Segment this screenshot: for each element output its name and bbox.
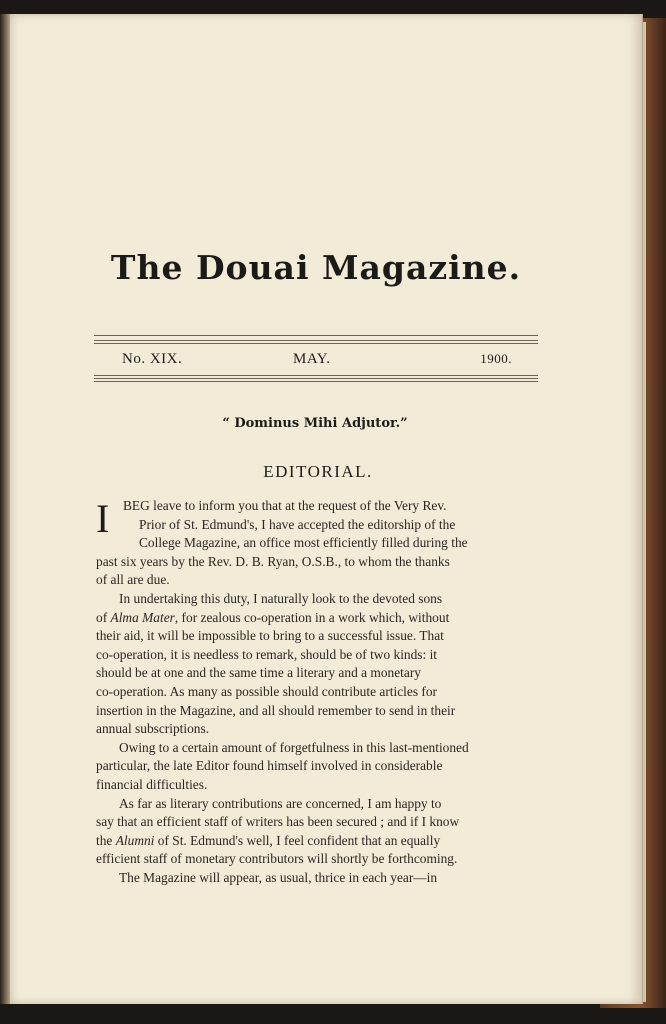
top-rule-inner: [94, 340, 538, 344]
text-line: the Alumni of St. Edmund's well, I feel confident that an equally: [96, 832, 441, 848]
text-line: As far as literary contributions are concerned, I am happy to: [119, 795, 442, 811]
text-line: financial difficulties.: [96, 776, 208, 792]
issue-year: 1900.: [480, 351, 512, 366]
text-line: Owing to a certain amount of forgetfulness in this last-mentioned: [119, 739, 469, 755]
editorial-body: [96, 497, 545, 887]
text-line: BEG leave to inform you that at the request of the Very Rev.: [123, 498, 447, 513]
text-line: of all are due.: [96, 572, 170, 588]
text-line: efficient staff of monetary contributors will shortly be forthcoming.: [96, 851, 458, 867]
text-line: insertion in the Magazine, and all should remember to send in their: [96, 702, 456, 718]
text-line: of Alma Mater, for zealous co-operation in a work which, without: [96, 609, 450, 625]
text-line: their aid, it will be impossible to bring to a successful issue. That: [96, 628, 444, 644]
text-line: In undertaking this duty, I naturally look to the devoted sons: [119, 590, 443, 606]
top-rule: [94, 335, 538, 336]
text-line: particular, the late Editor found himself involved in considerable: [96, 758, 443, 774]
issue-month: MAY.: [293, 351, 331, 367]
text-line: co-operation, it is needless to remark, should be of two kinds: it: [96, 646, 438, 662]
text-line: College Magazine, an office most efficiently filled during the: [139, 535, 468, 551]
drop-cap: I: [96, 496, 110, 541]
section-heading: EDITORIAL.: [263, 462, 373, 481]
text-line: should be at one and the same time a literary and a monetary: [96, 665, 421, 681]
text-line: co-operation. As many as possible should contribute articles for: [96, 683, 438, 699]
text-line: annual subscriptions.: [96, 721, 210, 737]
text-line: say that an efficient staff of writers has been secured ; and if I know: [96, 814, 460, 830]
issue-info-row: [122, 351, 512, 371]
latin-motto: “ Dominus Mihi Adjutor.”: [222, 416, 408, 431]
text-line: Prior of St. Edmund's, I have accepted the editorship of the: [139, 516, 456, 532]
text-line: The Magazine will appear, as usual, thrice in each year—in: [119, 869, 438, 885]
text-line: past six years by the Rev. D. B. Ryan, O.S.B., to whom the thanks: [96, 553, 450, 569]
magazine-masthead: The Douai Magazine.: [110, 248, 522, 287]
bottom-rule-outer: [94, 381, 538, 382]
bottom-rule: [94, 375, 538, 379]
issue-number: No. XIX.: [122, 351, 183, 367]
